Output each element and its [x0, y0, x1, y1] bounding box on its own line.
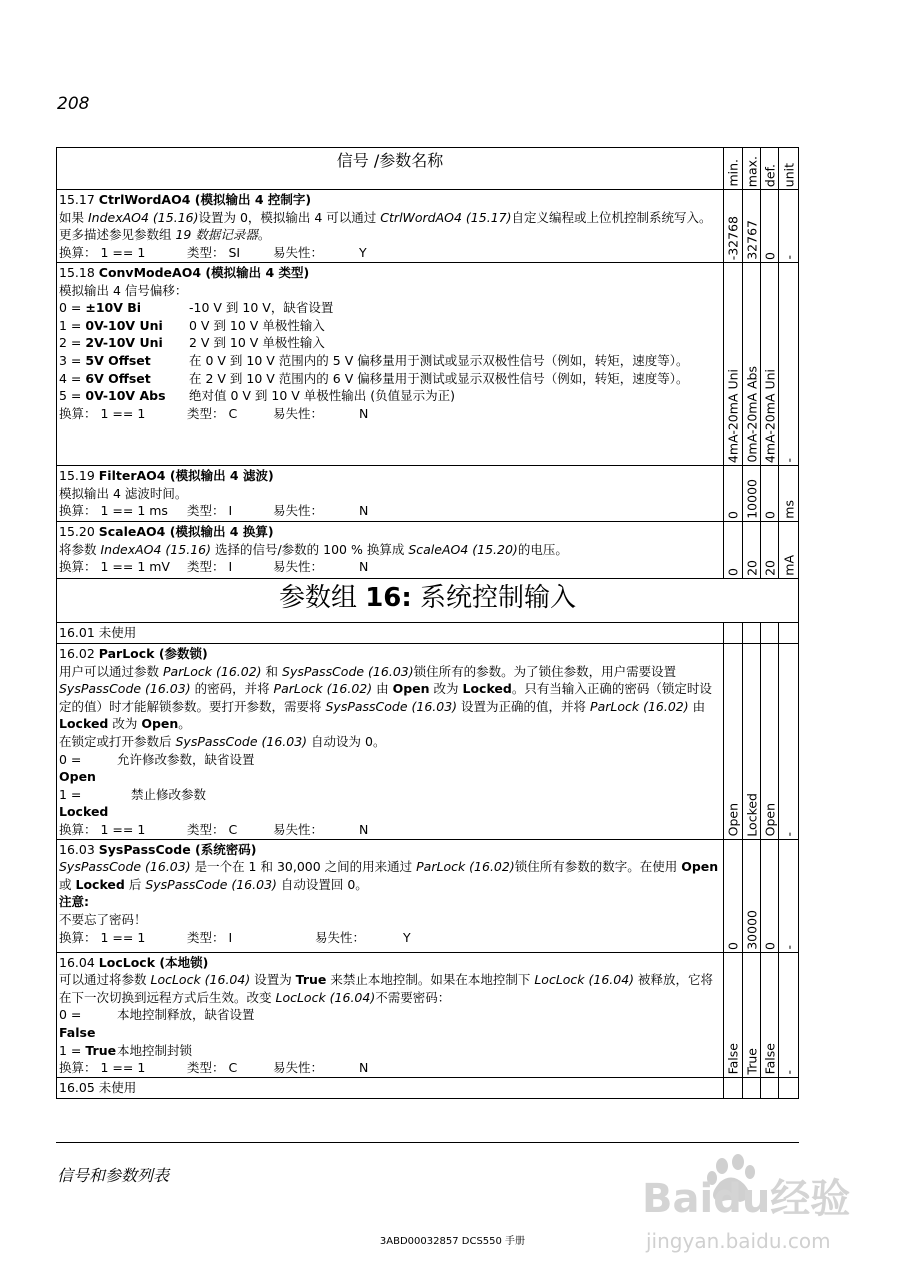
- param-max: 32767: [743, 190, 761, 263]
- header-title: 信号 /参数名称: [57, 148, 724, 190]
- param-title: 15.17 CtrlWordAO4 (模拟输出 4 控制字): [59, 192, 312, 207]
- param-min: 0: [724, 839, 743, 952]
- param-def: 0: [761, 466, 779, 522]
- svg-text:Baidu经验: Baidu经验: [642, 1176, 851, 1222]
- option-item: 0 = False 本地控制释放，缺省设置: [59, 1007, 255, 1040]
- page-number: 208: [57, 94, 90, 114]
- param-min: 0: [724, 522, 743, 579]
- param-15-19-desc: [57, 466, 724, 522]
- param-16-02-desc: [57, 644, 724, 840]
- param-description: SysPassCode (16.03) 是一个在 1 和 30,000 之间的用来通过 ParLock (16.02)锁住所有参数的数字。在使用 Open 或 Locked 后 SysPassCode (16.03) 自动设置回 0。: [59, 859, 719, 892]
- param-16-03-desc: [57, 839, 724, 952]
- param-min: False: [724, 952, 743, 1077]
- group-title: 参数组 16: 系统控制输入: [57, 579, 799, 623]
- param-unit: -: [779, 952, 799, 1077]
- table-row: [57, 263, 799, 466]
- svg-text:jingyan.baidu.com: jingyan.baidu.com: [646, 1229, 831, 1253]
- table-row: [57, 1077, 799, 1098]
- param-def: False: [761, 952, 779, 1077]
- table-row: [57, 466, 799, 522]
- param-unit: -: [779, 263, 799, 466]
- param-unit: mA: [779, 522, 799, 579]
- param-note: 在锁定或打开参数后 SysPassCode (16.03) 自动设为 0。: [59, 733, 386, 749]
- param-max: True: [743, 952, 761, 1077]
- note-label: 注意:: [59, 894, 89, 910]
- param-def: 0: [761, 839, 779, 952]
- param-def: 20: [761, 522, 779, 579]
- param-title: 16.04 LocLock (本地锁): [59, 954, 209, 970]
- footer-divider: [56, 1142, 799, 1143]
- header-def: def.: [761, 148, 779, 190]
- param-15-17-desc: [57, 190, 724, 263]
- param-min: 0: [724, 466, 743, 522]
- param-def: Open: [761, 644, 779, 840]
- param-conversion: 换算： 1 == 1 类型： C 易失性： N: [59, 1060, 369, 1076]
- param-unit: ms: [779, 466, 799, 522]
- param-max: 0mA-20mA Abs: [743, 263, 761, 466]
- param-description: 可以通过将参数 LocLock (16.04) 设置为 True 来禁止本地控制。如果在本地控制下 LocLock (16.04) 被释放，它将在下一次切换到远程方式后生效。改变 LocLock (16.04)不需要密码：: [59, 972, 714, 1005]
- param-title: 15.20 ScaleAO4 (模拟输出 4 换算): [59, 524, 274, 539]
- param-max: 30000: [743, 839, 761, 952]
- param-title: 16.02 ParLock (参数锁): [59, 646, 208, 661]
- param-min: Open: [724, 644, 743, 840]
- table-row: [57, 579, 799, 623]
- parameter-table: [56, 147, 799, 1099]
- option-item: 2 = 2V-10V Uni 2 V 到 10 V 单极性输入: [59, 335, 325, 351]
- param-conversion: 换算： 1 == 1 类型： SI 易失性： Y: [59, 244, 367, 260]
- param-min: -32768: [724, 190, 743, 263]
- param-conversion: 换算： 1 == 1 类型： C 易失性： N: [59, 821, 369, 837]
- param-description: 如果 IndexAO4 (15.16)设置为 0，模拟输出 4 可以通过 CtrlWordAO4 (15.17)自定义编程或上位机控制系统写入。更多描述参见参数组 19 数据记录器。: [59, 209, 712, 243]
- param-16-01-desc: 16.01 未使用: [57, 623, 724, 644]
- param-unit: -: [779, 644, 799, 840]
- param-unit: -: [779, 190, 799, 263]
- param-15-18-desc: [57, 263, 724, 466]
- option-item: 5 = 0V-10V Abs 绝对值 0 V 到 10 V 单极性输出 (负值显示为正): [59, 388, 456, 404]
- param-title: 15.19 FilterAO4 (模拟输出 4 滤波): [59, 468, 274, 483]
- table-row: [57, 644, 799, 840]
- table-row: [57, 190, 799, 263]
- param-max: 10000: [743, 466, 761, 522]
- footer-doc-id: 3ABD00032857 DCS550 手册: [379, 1236, 526, 1247]
- header-unit: unit: [779, 148, 799, 190]
- param-def: 0: [761, 190, 779, 263]
- param-title: 15.18 ConvModeAO4 (模拟输出 4 类型): [59, 265, 310, 280]
- table-row: [57, 952, 799, 1077]
- param-def: 4mA-20mA Uni: [761, 263, 779, 466]
- header-min: min.: [724, 148, 743, 190]
- option-item: 1 = True 本地控制封锁: [59, 1042, 193, 1058]
- param-15-20-desc: [57, 522, 724, 579]
- option-item: 1 = Locked 禁止修改参数: [59, 786, 207, 820]
- option-item: 1 = 0V-10V Uni 0 V 到 10 V 单极性输入: [59, 317, 325, 333]
- param-intro: 模拟输出 4 信号偏移：: [59, 282, 188, 298]
- param-16-05-desc: 16.05 未使用: [57, 1077, 724, 1098]
- baidu-watermark-logo: [640, 1152, 860, 1257]
- footer-title: 信号和参数列表: [57, 1166, 170, 1185]
- param-conversion: 换算： 1 == 1 ms 类型： I 易失性： N: [59, 503, 369, 519]
- param-unit: -: [779, 839, 799, 952]
- param-max: 20: [743, 522, 761, 579]
- option-item: 4 = 6V Offset 在 2 V 到 10 V 范围内的 6 V 偏移量用于测试或显示双极性信号（例如，转矩，速度等）。: [59, 370, 689, 386]
- param-intro: 模拟输出 4 滤波时间。: [59, 485, 188, 501]
- option-item: 3 = 5V Offset 在 0 V 到 10 V 范围内的 5 V 偏移量用于测试或显示双极性信号（例如，转矩，速度等）。: [59, 352, 689, 368]
- option-item: 0 = Open 允许修改参数，缺省设置: [59, 751, 255, 785]
- param-title: 16.03 SysPassCode (系统密码): [59, 841, 257, 857]
- param-16-04-desc: [57, 952, 724, 1077]
- param-description: 用户可以通过参数 ParLock (16.02) 和 SysPassCode (16.03)锁住所有的参数。为了锁住参数，用户需要设置 SysPassCode (16.03) 的密码，并将 ParLock (16.02) 由 Open 改为 Locked。只有当输入正确的密码（锁定时设定的值）时才能解锁参数。要打开参数，需要将 SysPassCode (16.03) 设置为正确的值，并将 ParLock (16.02) 由 Locked 改为 Open。: [59, 663, 712, 732]
- param-max: Locked: [743, 644, 761, 840]
- param-description: 将参数 IndexAO4 (15.16) 选择的信号/参数的 100 % 换算成 ScaleAO4 (15.20)的电压。: [59, 541, 568, 557]
- table-row: [57, 839, 799, 952]
- note-text: 不要忘了密码！: [59, 911, 147, 927]
- param-conversion: 换算： 1 == 1 类型： I 易失性： Y: [59, 929, 411, 945]
- param-min: 4mA-20mA Uni: [724, 263, 743, 466]
- header-max: max.: [743, 148, 761, 190]
- table-row: [57, 522, 799, 579]
- table-header-row: [57, 148, 799, 190]
- param-conversion: 换算： 1 == 1 类型： C 易失性： N: [59, 405, 369, 421]
- table-row: [57, 623, 799, 644]
- param-conversion: 换算： 1 == 1 mV 类型： I 易失性： N: [59, 559, 369, 575]
- option-item: 0 = ±10V Bi -10 V 到 10 V，缺省设置: [59, 300, 334, 316]
